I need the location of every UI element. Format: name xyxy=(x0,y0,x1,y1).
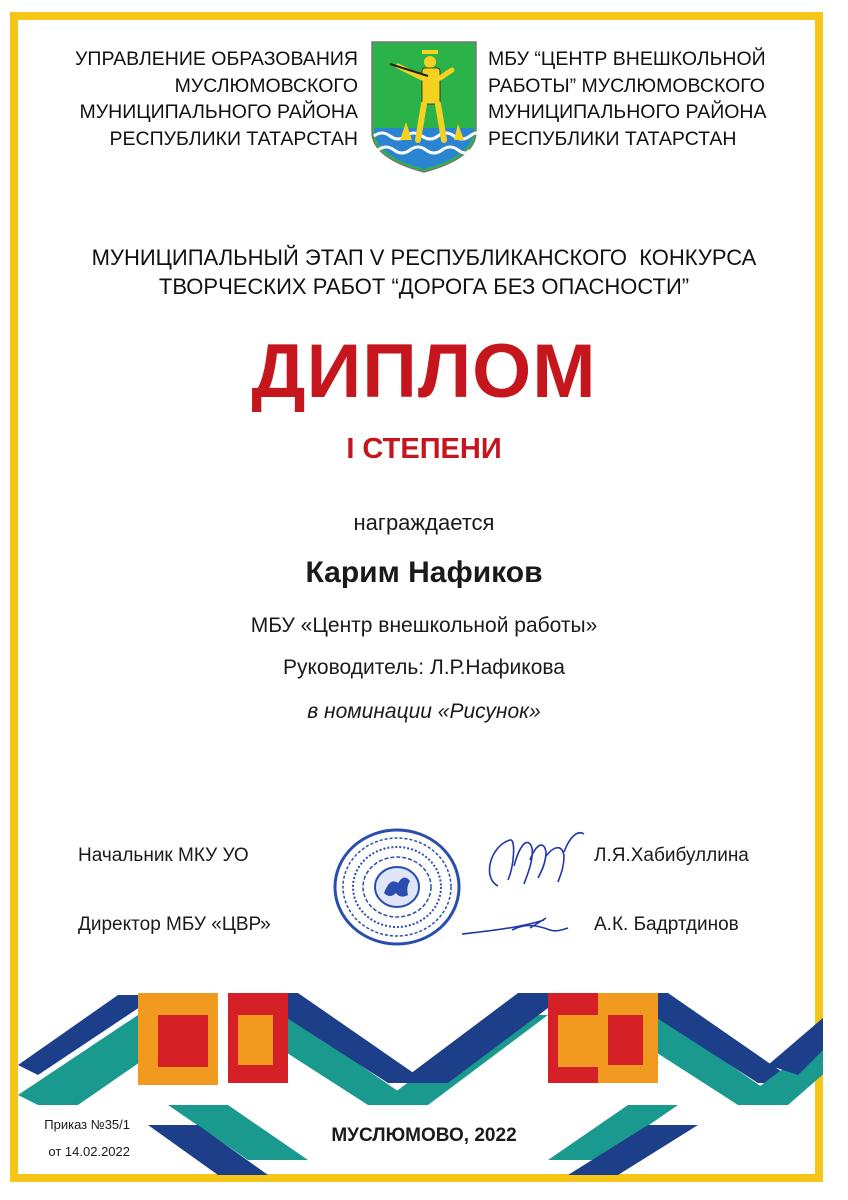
contest-line-1: МУНИЦИПАЛЬНЫЙ ЭТАП V РЕСПУБЛИКАНСКОГО КОНКУРСА xyxy=(91,245,757,270)
supervisor-line: Руководитель: Л.Р.Нафикова xyxy=(282,656,565,679)
header-left-org xyxy=(40,46,358,152)
signer-2-name: А.К. Бадртдинов xyxy=(594,914,739,935)
header-left-line: УПРАВЛЕНИЕ ОБРАЗОВАНИЯ xyxy=(75,48,358,70)
signature-1-icon xyxy=(480,826,590,898)
contest-title xyxy=(0,243,848,301)
diploma-degree: I СТЕПЕНИ xyxy=(346,433,502,465)
order-number: Приказ №35/1 xyxy=(44,1117,130,1132)
city-year: МУСЛЮМОВО, 2022 xyxy=(331,1125,517,1146)
header-right-line: РАБОТЫ” МУСЛЮМОВСКОГО xyxy=(488,74,765,97)
header-right-line: МУНИЦИПАЛЬНОГО РАЙОНА xyxy=(488,101,767,123)
signature-2-icon xyxy=(460,912,570,942)
header-right-line: РЕСПУБЛИКИ ТАТАРСТАН xyxy=(488,127,737,150)
header-left-line: МУСЛЮМОВСКОГО xyxy=(174,74,358,97)
signer-2-title: Директор МБУ «ЦВР» xyxy=(78,914,271,935)
recipient-organization: МБУ «Центр внешкольной работы» xyxy=(250,614,598,637)
contest-line-2: ТВОРЧЕСКИХ РАБОТ “ДОРОГА БЕЗ ОПАСНОСТИ” xyxy=(158,274,690,299)
order-date: от 14.02.2022 xyxy=(48,1144,130,1159)
signer-1-title: Начальник МКУ УО xyxy=(78,845,249,866)
official-seal-icon xyxy=(332,827,462,947)
nomination-line: в номинации «Рисунок» xyxy=(307,700,541,723)
diploma-title: ДИПЛОМ xyxy=(251,329,597,414)
header-left-line: МУНИЦИПАЛЬНОГО РАЙОНА xyxy=(79,101,358,123)
header-right-line: МБУ “ЦЕНТР ВНЕШКОЛЬНОЙ xyxy=(488,48,766,70)
signer-1-name: Л.Я.Хабибуллина xyxy=(594,845,749,866)
coat-of-arms-icon xyxy=(370,40,478,174)
awarded-label: награждается xyxy=(353,510,495,535)
recipient-name: Карим Нафиков xyxy=(305,556,543,589)
header-right-org xyxy=(488,46,808,152)
header-left-line: РЕСПУБЛИКИ ТАТАРСТАН xyxy=(109,127,358,150)
